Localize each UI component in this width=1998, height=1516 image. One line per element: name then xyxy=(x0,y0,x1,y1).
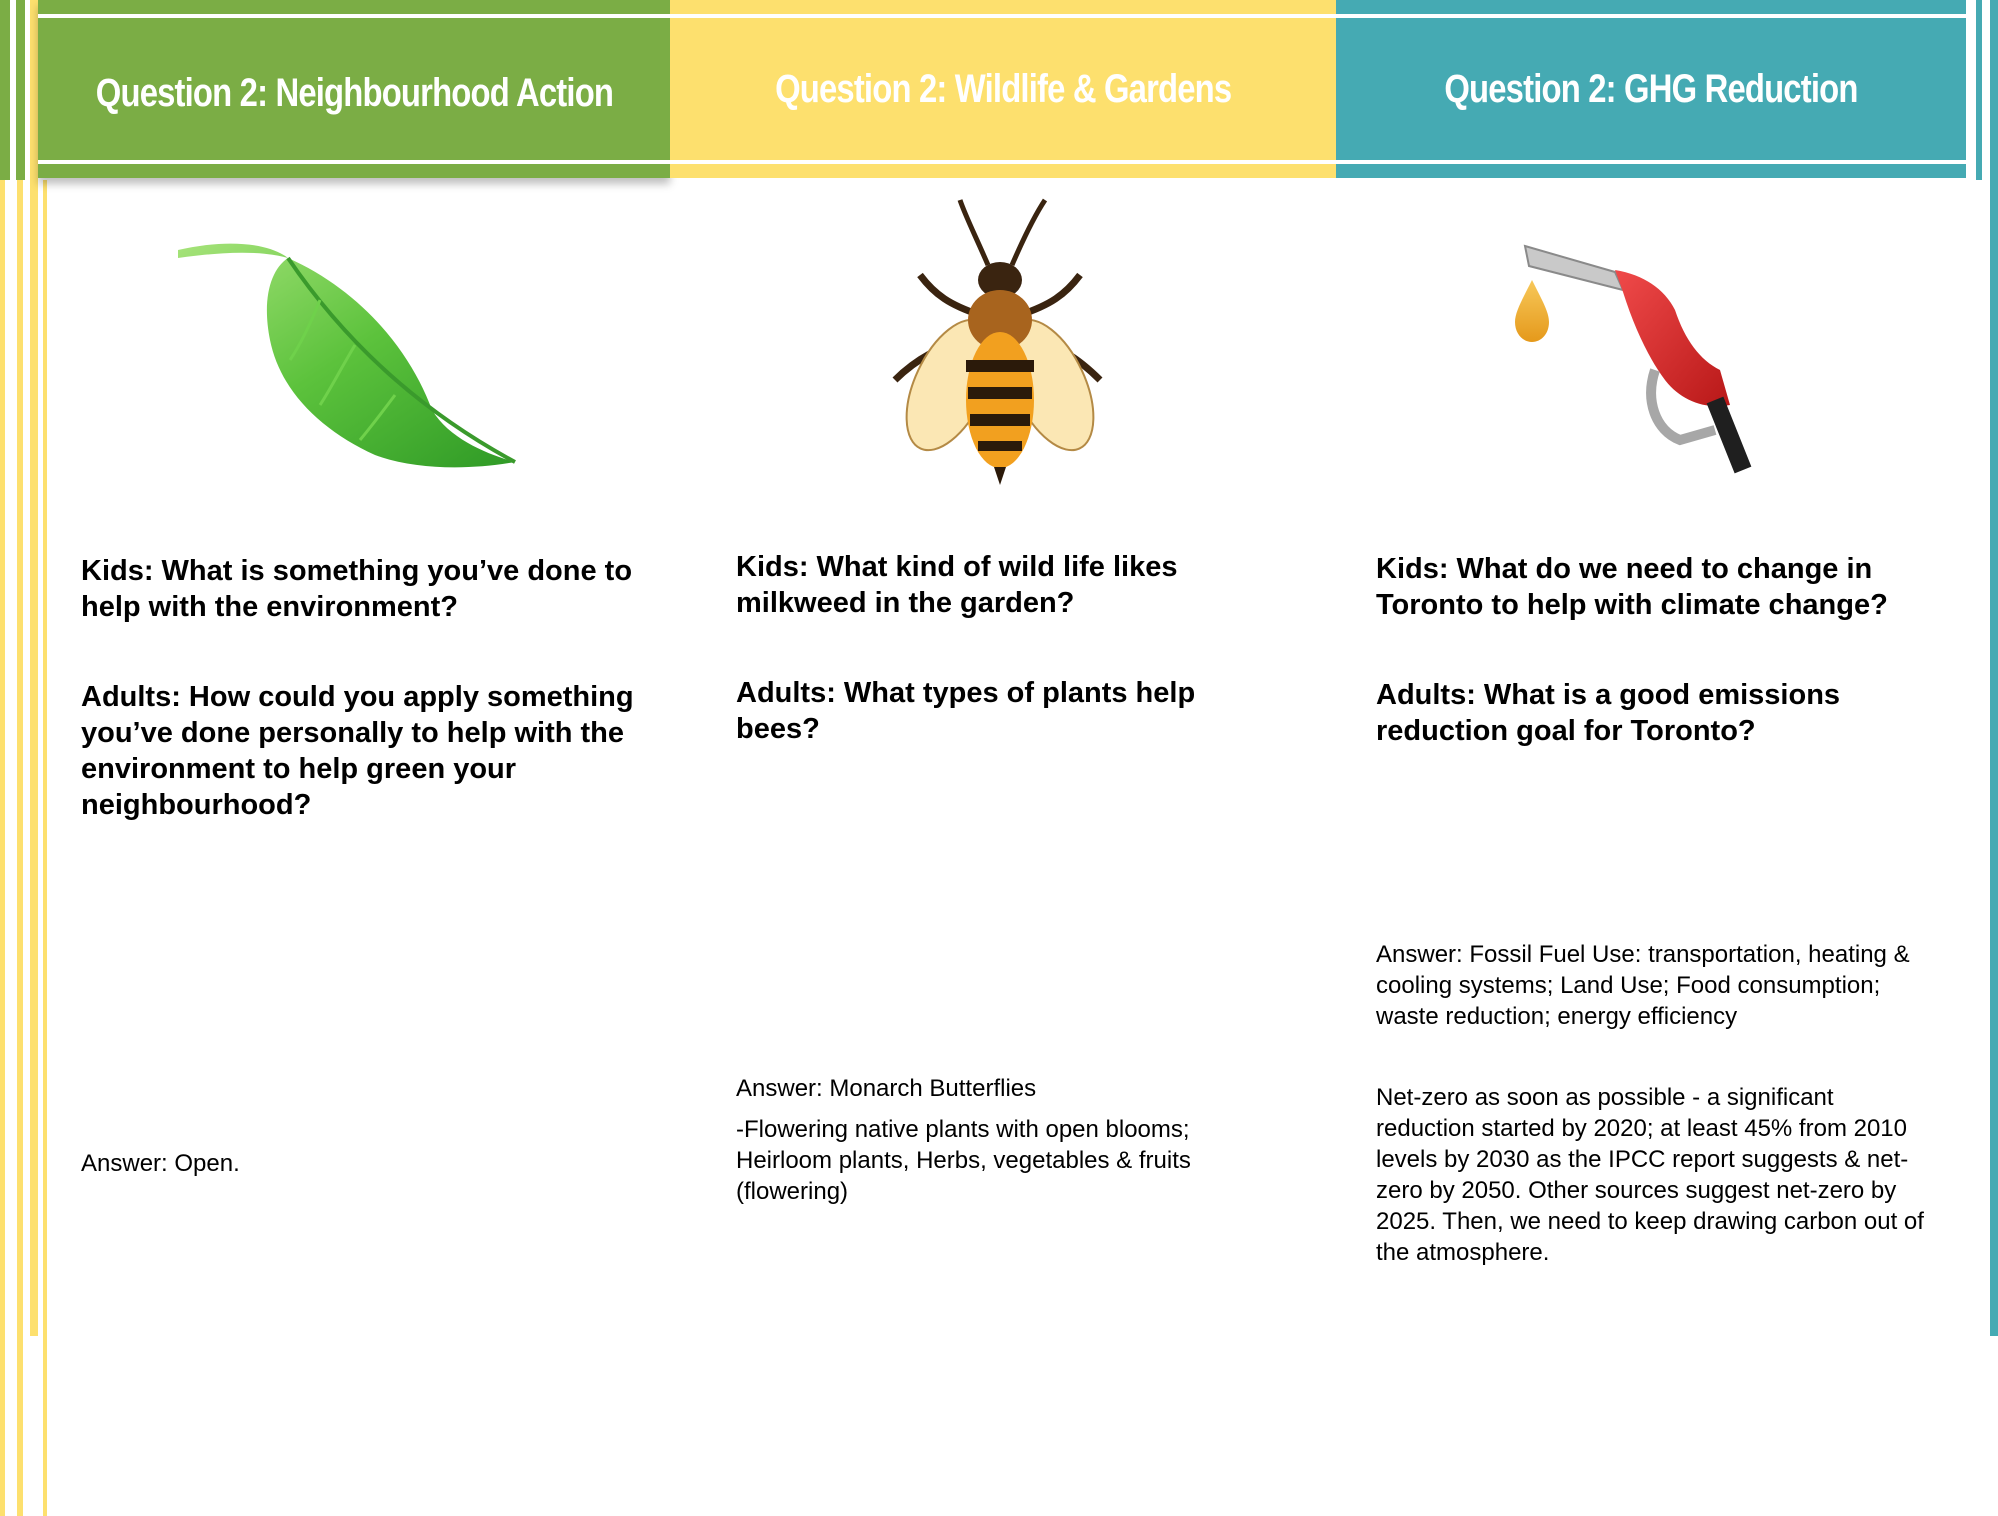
adults-question-ghg: Adults: What is a good emissions reduction goal for Toronto? xyxy=(1376,679,1841,747)
answer-wildlife: Answer: Monarch Butterflies xyxy=(736,1075,1037,1102)
header-title: Question 2: Wildlife & Gardens xyxy=(774,66,1232,111)
left-stripe-yellow-outer xyxy=(0,180,5,1516)
header-title: Question 2: Neighbourhood Action xyxy=(95,70,613,115)
adults-question-wildlife: Adults: What types of plants help bees? xyxy=(736,677,1196,745)
answer-neighbourhood: Answer: Open. xyxy=(81,1150,240,1177)
kids-question-neighbourhood: Kids: What is something you’ve done to help with the environment? xyxy=(81,555,633,623)
kids-question-ghg: Kids: What do we need to change in Toronto to help with climate change? xyxy=(1376,553,1888,621)
answer-wildlife-plants: -Flowering native plants with open blooms; Heirloom plants, Herbs, vegetables & fruits (flowering) xyxy=(736,1116,1191,1205)
left-stripe-green-inner xyxy=(16,0,25,180)
kids-question-wildlife: Kids: What kind of wild life likes milkweed in the garden? xyxy=(736,551,1178,619)
header-divider-bottom xyxy=(38,160,1966,164)
header-ghg-reduction xyxy=(1336,0,1966,178)
bee-icon xyxy=(880,195,1120,490)
left-stripe-yellow-thin xyxy=(43,180,47,1516)
leaf-icon xyxy=(170,230,530,485)
right-stripe-teal-outer xyxy=(1990,0,1998,1336)
fuel-nozzle-icon xyxy=(1505,230,1765,495)
left-stripe-yellow-inner xyxy=(17,180,23,1516)
answer-ghg-goal: Net-zero as soon as possible - a significant reduction started by 2020; at least 45% from 2010 levels by 2030 as the IPCC report suggests & net-zero by 2050. Other sources suggest net-zero by 2025. Then, we need to keep drawing carbon out of the atmosphere. xyxy=(1376,1084,1924,1266)
right-stripe-teal-inner xyxy=(1976,0,1982,180)
header-neighbourhood-action xyxy=(38,0,670,178)
header-divider-top xyxy=(38,14,1966,18)
left-stripe-yellow xyxy=(30,0,38,1336)
adults-question-neighbourhood: Adults: How could you apply something you’ve done personally to help with the environment to help green your neighbourhood? xyxy=(81,681,634,821)
header-title: Question 2: GHG Reduction xyxy=(1444,66,1858,111)
answer-ghg-sources: Answer: Fossil Fuel Use: transportation, heating & cooling systems; Land Use; Food consumption; waste reduction; energy efficiency xyxy=(1376,941,1910,1030)
header-wildlife-gardens xyxy=(670,0,1336,178)
left-stripe-green-outer xyxy=(0,0,10,180)
